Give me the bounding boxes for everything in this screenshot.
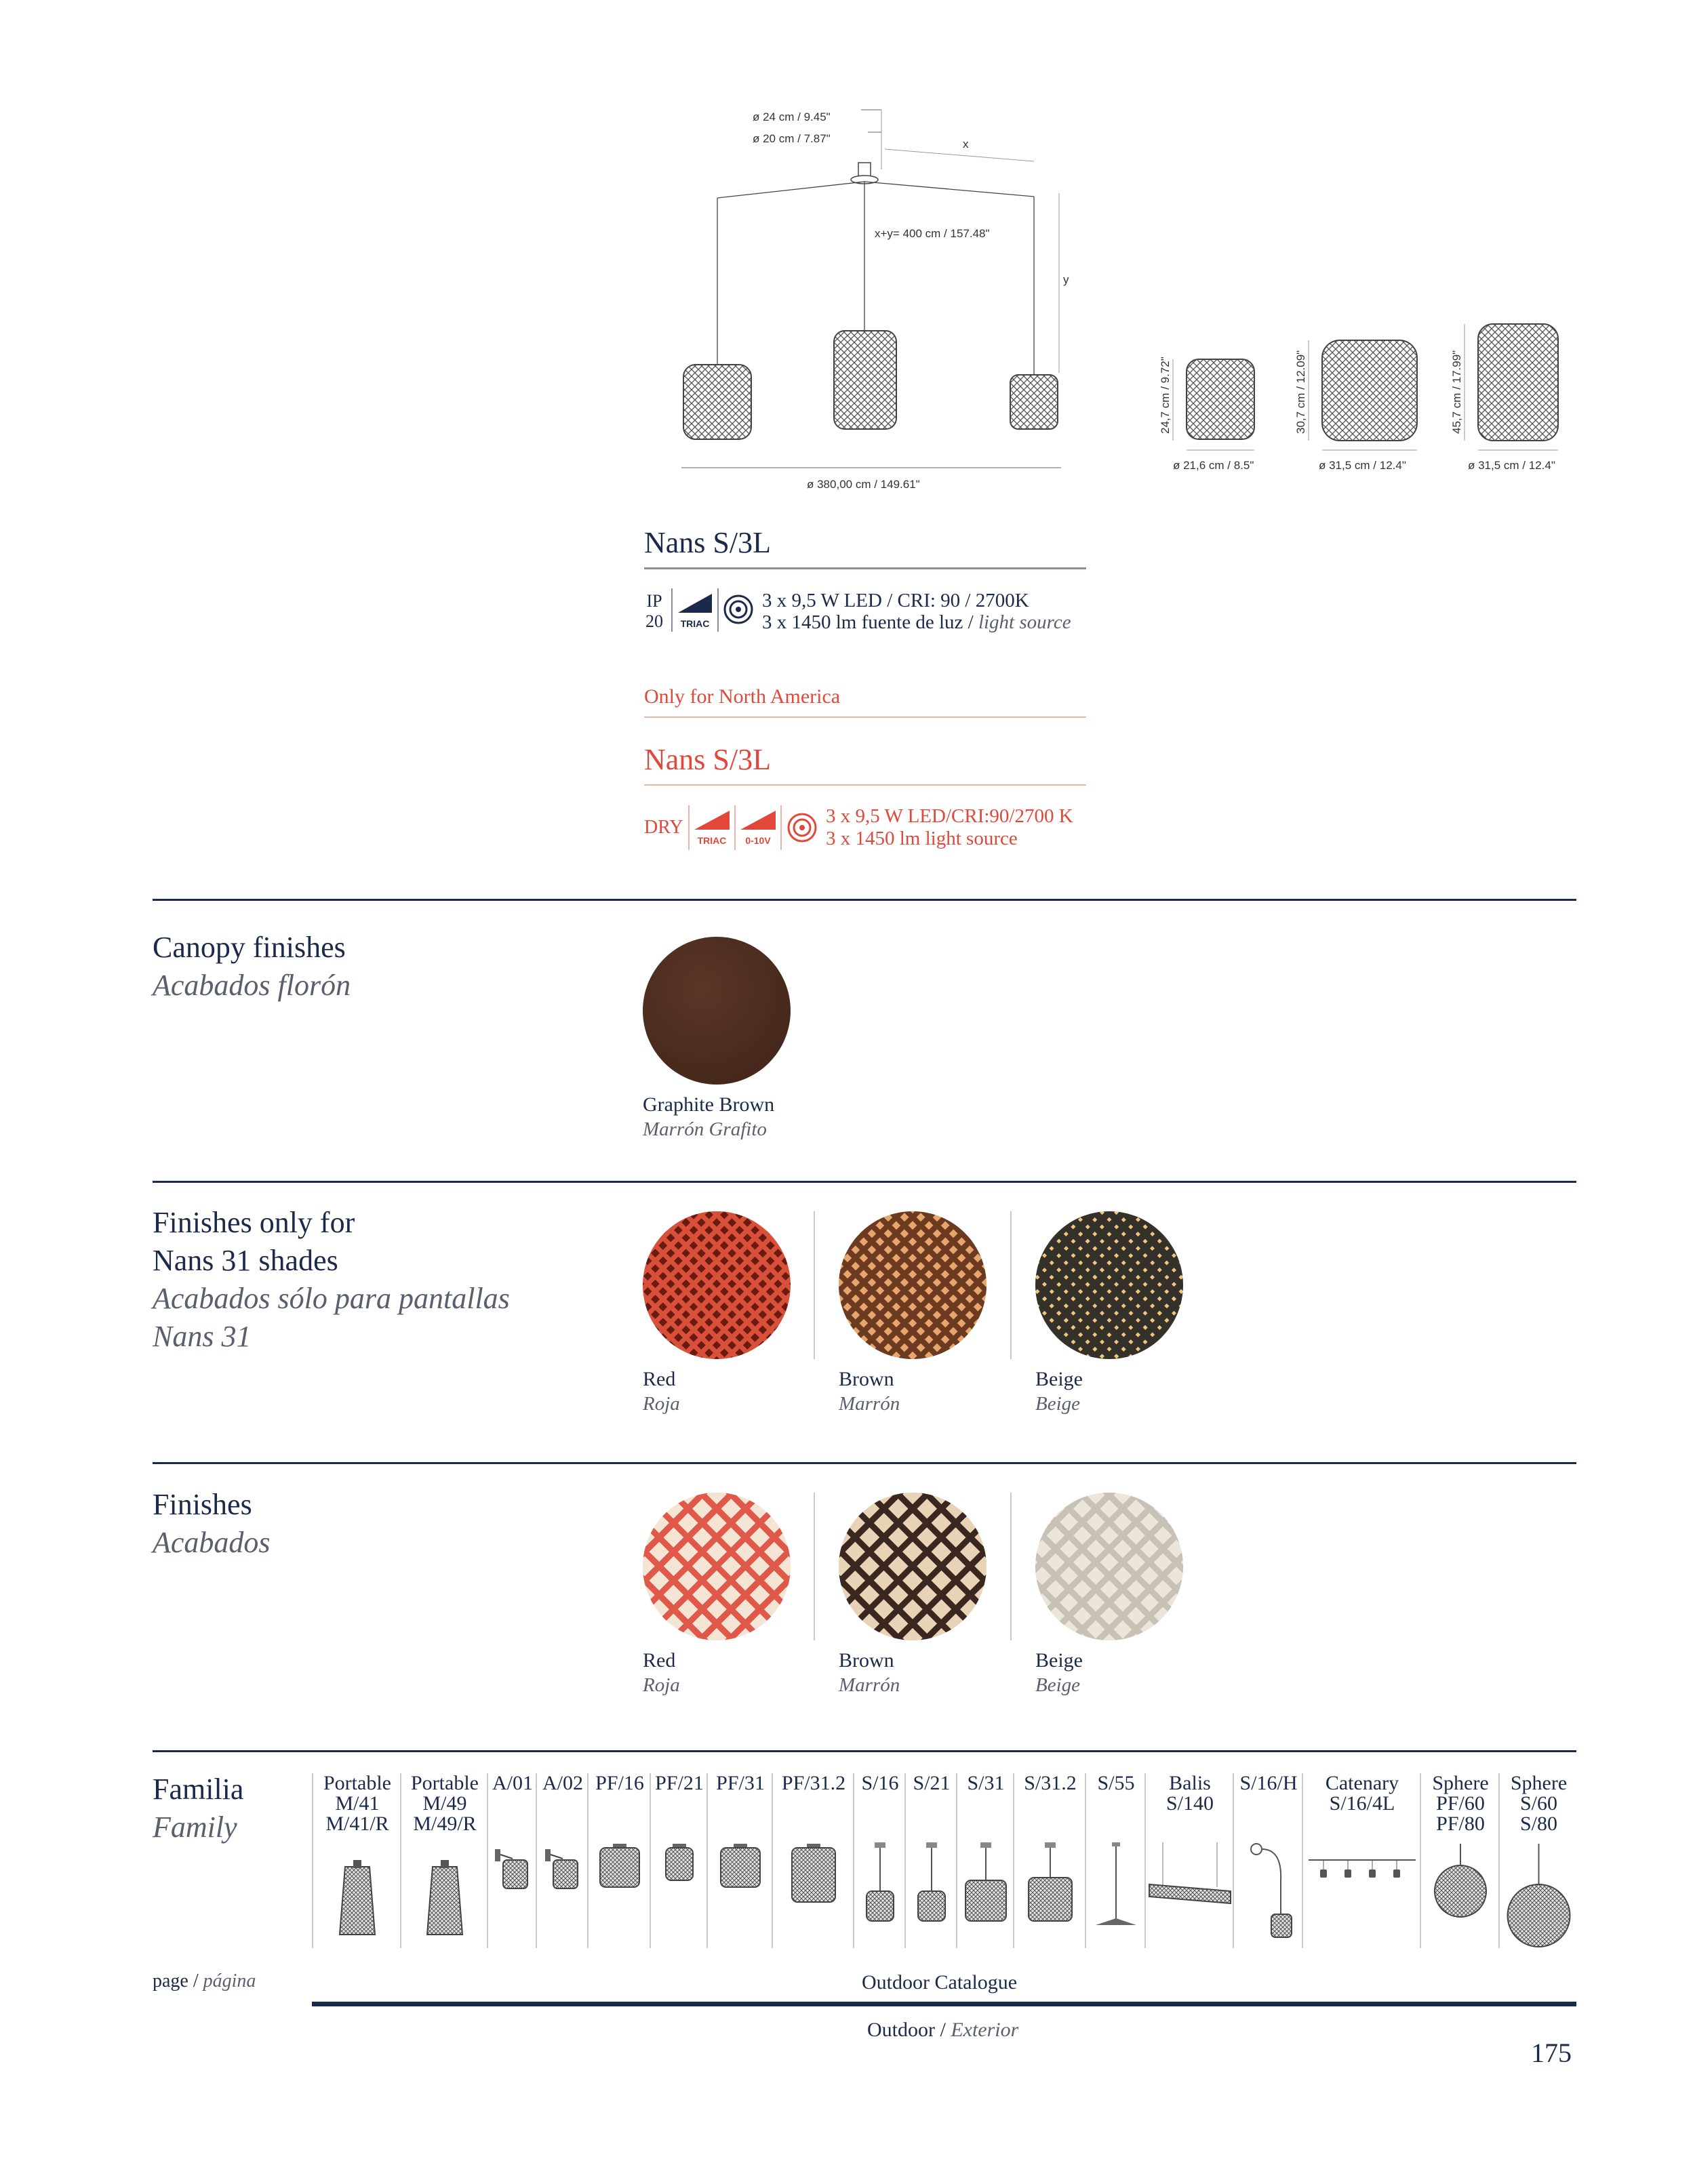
finishes-brown-name-es: Marrón [839, 1674, 900, 1696]
ip-rating [644, 591, 664, 632]
family-item [1233, 1773, 1303, 1948]
nans31-title-es-line-1: Acabados sólo para pantallas [153, 1282, 510, 1315]
led-icon [723, 594, 754, 625]
shade-2-height: 30,7 cm / 12.09" [1294, 350, 1307, 434]
family-item-label: PF/31 [716, 1772, 765, 1794]
section-rule-nans31 [153, 1181, 1576, 1183]
finishes-red-name-es: Roja [643, 1674, 680, 1696]
footer-rule [312, 2002, 1576, 2006]
spec-line-2-text: 3 x 1450 lm fuente de luz / [762, 611, 978, 633]
x-dimension-label: x [963, 138, 969, 150]
ip-label: IP [646, 591, 662, 611]
family-item-label: Catenary [1325, 1772, 1399, 1794]
family-item-label: A/02 [542, 1772, 583, 1794]
swatch-nans31-beige [1035, 1211, 1183, 1359]
nans31-separator-1 [814, 1211, 815, 1359]
nans31-separator-2 [1010, 1211, 1012, 1359]
family-item [536, 1773, 589, 1948]
shade-1-height: 24,7 cm / 9.72" [1159, 357, 1172, 434]
finishes-separator-1 [814, 1493, 815, 1640]
family-item [772, 1773, 854, 1948]
nans31-red-name: Red [643, 1368, 676, 1390]
nans31-title-es-line-2: Nans 31 [153, 1320, 252, 1353]
nans31-brown-label [839, 1367, 900, 1416]
finishes-beige-name: Beige [1035, 1649, 1083, 1672]
section-rule-finishes [153, 1462, 1576, 1464]
family-item-label: S/16/H [1239, 1772, 1298, 1794]
graphite-brown-name: Graphite Brown [643, 1093, 775, 1116]
swatch-nans31-red [643, 1211, 791, 1359]
canopy-diameter-1: ø 24 cm / 9.45" [753, 110, 831, 123]
na-spec-line-1: 3 x 9,5 W LED/CRI:90/2700 K [826, 805, 1073, 827]
span-label: ø 380,00 cm / 149.61" [807, 478, 920, 491]
swatch-graphite-brown [643, 937, 791, 1085]
dry-rating: DRY [644, 817, 683, 838]
family-item [1420, 1773, 1500, 1948]
family-item [1144, 1773, 1234, 1948]
nans31-red-label [643, 1367, 680, 1416]
family-item [1302, 1773, 1421, 1948]
dimming-icon [739, 808, 777, 847]
section-label-text: Outdoor / [867, 2019, 951, 2041]
finishes-heading [153, 1486, 271, 1562]
swatch-graphite-brown-label [643, 1093, 774, 1141]
family-item-label: S/60 [1519, 1792, 1558, 1815]
na-spec-line-2: 3 x 1450 lm light source [826, 828, 1018, 849]
swatch-nans31-brown [839, 1211, 987, 1359]
section-label-italic: Exterior [951, 2019, 1019, 2041]
nans31-brown-name-es: Marrón [839, 1393, 900, 1415]
family-item-label: M/41 [335, 1792, 380, 1815]
nans31-brown-name: Brown [839, 1368, 894, 1390]
finishes-title-es: Acabados [153, 1526, 271, 1559]
family-item-label: PF/16 [595, 1772, 644, 1794]
family-item-label: Portable [411, 1772, 479, 1794]
shade-3-diameter: ø 31,5 cm / 12.4" [1468, 459, 1555, 472]
ip-value: 20 [645, 611, 663, 631]
shade-sizes-drawing [1146, 319, 1587, 481]
north-america-note: Only for North America [644, 685, 841, 708]
family-item [487, 1773, 537, 1948]
family-item-label: Balis [1169, 1772, 1211, 1794]
family-item [1498, 1773, 1578, 1948]
spec-line-1: 3 x 9,5 W LED / CRI: 90 / 2700K [762, 590, 1029, 611]
section-rule-family [153, 1750, 1576, 1752]
shade-2-diameter: ø 31,5 cm / 12.4" [1319, 459, 1406, 472]
xy-total-label: x+y= 400 cm / 157.48" [875, 227, 990, 240]
family-item [956, 1773, 1014, 1948]
page-label-italic: página [203, 1970, 256, 1991]
shade-3-height: 45,7 cm / 17.99" [1450, 350, 1463, 434]
nans31-beige-name: Beige [1035, 1368, 1083, 1390]
nans31-title-line-1: Finishes only for [153, 1206, 355, 1239]
family-item-label: Sphere [1510, 1772, 1568, 1794]
family-title-en: Family [153, 1811, 237, 1844]
family-item-label: S/16/4L [1329, 1792, 1395, 1815]
swatch-brown [839, 1493, 987, 1640]
family-item-label: S/21 [913, 1772, 951, 1794]
na-triac-separator [734, 805, 736, 850]
swatch-beige [1035, 1493, 1183, 1640]
family-item [853, 1773, 906, 1948]
family-title-es: Familia [153, 1773, 244, 1806]
dimming-separator [780, 805, 782, 850]
finishes-red-name: Red [643, 1649, 676, 1672]
nans31-title-line-2: Nans 31 shades [153, 1244, 338, 1277]
family-item [1013, 1773, 1086, 1948]
product-title: Nans S/3L [644, 526, 771, 559]
canopy-title-es: Acabados florón [153, 969, 351, 1002]
swatch-red [643, 1493, 791, 1640]
technical-drawing [671, 102, 1092, 502]
family-item-label: S/140 [1166, 1792, 1214, 1815]
na-triac-icon [693, 808, 731, 847]
family-item-label: PF/80 [1436, 1813, 1485, 1835]
family-item-label: S/55 [1097, 1772, 1135, 1794]
nans31-red-name-es: Roja [643, 1393, 680, 1415]
finishes-brown-name: Brown [839, 1649, 894, 1672]
family-item-label: S/31.2 [1024, 1772, 1077, 1794]
finishes-red-label [643, 1649, 680, 1697]
family-item-label: PF/31.2 [781, 1772, 846, 1794]
nans31-beige-label [1035, 1367, 1083, 1416]
family-item [400, 1773, 488, 1948]
canopy-title-en: Canopy finishes [153, 931, 346, 964]
na-title-rule [644, 784, 1086, 786]
section-rule-canopy [153, 899, 1576, 901]
page-number: 175 [1531, 2038, 1572, 2068]
triac-label: TRIAC [680, 618, 710, 629]
dry-separator [688, 805, 690, 850]
page-label-text: page / [153, 1970, 203, 1991]
family-item-label: M/49 [422, 1792, 467, 1815]
finishes-separator-2 [1010, 1493, 1012, 1640]
finishes-brown-label [839, 1649, 900, 1697]
family-item-label: S/31 [967, 1772, 1005, 1794]
family-item-label: S/16 [861, 1772, 899, 1794]
family-item [312, 1773, 401, 1948]
family-item [650, 1773, 708, 1948]
na-note-rule [644, 716, 1086, 718]
family-item-label: S/80 [1519, 1813, 1558, 1835]
nans31-finishes-heading [153, 1204, 510, 1356]
family-item [706, 1773, 773, 1948]
family-heading [153, 1771, 243, 1846]
page-label [153, 1970, 256, 1993]
nans31-beige-name-es: Beige [1035, 1393, 1081, 1415]
triac-icon [677, 591, 713, 630]
family-item-label: PF/21 [655, 1772, 704, 1794]
graphite-brown-name-es: Marrón Grafito [643, 1118, 767, 1140]
dimming-label: 0-10V [745, 835, 771, 846]
family-item [1085, 1773, 1146, 1948]
ip-separator [671, 588, 673, 632]
family-item-label: Sphere [1432, 1772, 1489, 1794]
product-title-rule [644, 567, 1086, 569]
shade-1-diameter: ø 21,6 cm / 8.5" [1173, 459, 1254, 472]
family-item-label: M/49/R [413, 1813, 477, 1835]
family-item-label: Portable [323, 1772, 391, 1794]
na-product-title: Nans S/3L [644, 743, 771, 776]
family-item-label: A/01 [492, 1772, 533, 1794]
family-item [587, 1773, 651, 1948]
section-label [867, 2019, 1018, 2042]
triac-separator [717, 588, 719, 632]
finishes-title-en: Finishes [153, 1488, 252, 1521]
family-item-label: M/41/R [325, 1813, 389, 1835]
y-dimension-label: y [1063, 273, 1069, 286]
na-led-icon [786, 812, 818, 843]
canopy-finishes-heading [153, 929, 351, 1005]
catalogue-label: Outdoor Catalogue [862, 1971, 1018, 1994]
spec-line-2-italic: light source [978, 611, 1071, 633]
finishes-beige-name-es: Beige [1035, 1674, 1081, 1696]
family-item-label: PF/60 [1436, 1792, 1485, 1815]
na-triac-label: TRIAC [697, 835, 727, 846]
finishes-beige-label [1035, 1649, 1083, 1697]
family-item [904, 1773, 957, 1948]
spec-line-2 [762, 611, 1071, 633]
canopy-diameter-2: ø 20 cm / 7.87" [753, 132, 831, 145]
